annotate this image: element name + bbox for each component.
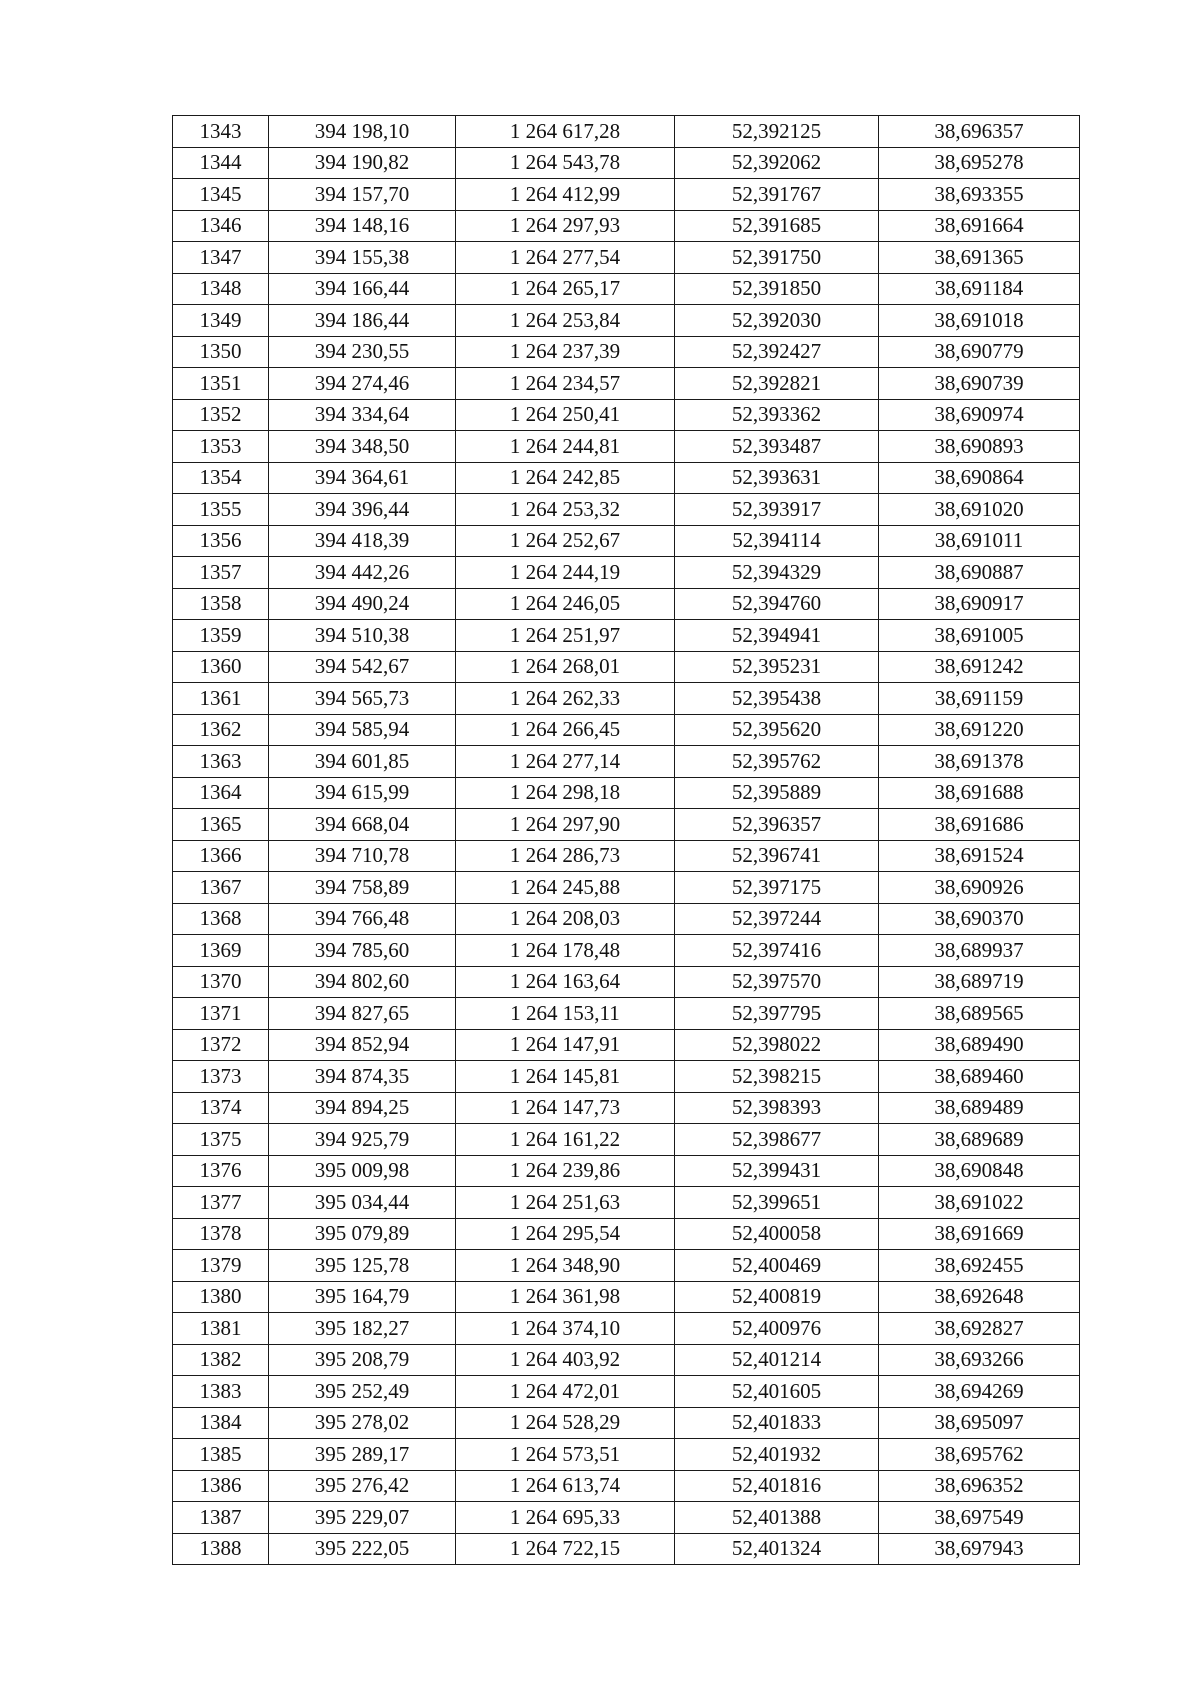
table-row: [173, 1155, 1080, 1187]
table-row: [173, 1313, 1080, 1345]
x-coordinate-cell: 394 542,67: [269, 651, 456, 683]
point-number-cell: 1353: [173, 431, 269, 463]
longitude-cell: 38,691220: [879, 714, 1080, 746]
latitude-cell: 52,399431: [675, 1155, 879, 1187]
point-number-cell: 1361: [173, 683, 269, 715]
table-row: [173, 966, 1080, 998]
longitude-cell: 38,690848: [879, 1155, 1080, 1187]
point-number-cell: 1385: [173, 1439, 269, 1471]
y-coordinate-cell: 1 264 161,22: [456, 1124, 675, 1156]
longitude-cell: 38,689937: [879, 935, 1080, 967]
longitude-cell: 38,691242: [879, 651, 1080, 683]
x-coordinate-cell: 394 230,55: [269, 336, 456, 368]
y-coordinate-cell: 1 264 528,29: [456, 1407, 675, 1439]
longitude-cell: 38,691022: [879, 1187, 1080, 1219]
longitude-cell: 38,692648: [879, 1281, 1080, 1313]
y-coordinate-cell: 1 264 374,10: [456, 1313, 675, 1345]
longitude-cell: 38,689460: [879, 1061, 1080, 1093]
latitude-cell: 52,391750: [675, 242, 879, 274]
y-coordinate-cell: 1 264 286,73: [456, 840, 675, 872]
longitude-cell: 38,691018: [879, 305, 1080, 337]
y-coordinate-cell: 1 264 277,54: [456, 242, 675, 274]
table-row: [173, 588, 1080, 620]
x-coordinate-cell: 394 198,10: [269, 116, 456, 148]
latitude-cell: 52,398393: [675, 1092, 879, 1124]
y-coordinate-cell: 1 264 695,33: [456, 1502, 675, 1534]
table-row: [173, 179, 1080, 211]
x-coordinate-cell: 395 222,05: [269, 1533, 456, 1565]
point-number-cell: 1352: [173, 399, 269, 431]
y-coordinate-cell: 1 264 573,51: [456, 1439, 675, 1471]
table-row: [173, 494, 1080, 526]
longitude-cell: 38,691159: [879, 683, 1080, 715]
longitude-cell: 38,696357: [879, 116, 1080, 148]
latitude-cell: 52,398215: [675, 1061, 879, 1093]
table-row: [173, 210, 1080, 242]
point-number-cell: 1358: [173, 588, 269, 620]
point-number-cell: 1382: [173, 1344, 269, 1376]
point-number-cell: 1376: [173, 1155, 269, 1187]
table-row: [173, 242, 1080, 274]
point-number-cell: 1380: [173, 1281, 269, 1313]
y-coordinate-cell: 1 264 412,99: [456, 179, 675, 211]
x-coordinate-cell: 394 190,82: [269, 147, 456, 179]
table-row: [173, 1187, 1080, 1219]
point-number-cell: 1354: [173, 462, 269, 494]
longitude-cell: 38,691688: [879, 777, 1080, 809]
longitude-cell: 38,695278: [879, 147, 1080, 179]
latitude-cell: 52,392427: [675, 336, 879, 368]
y-coordinate-cell: 1 264 178,48: [456, 935, 675, 967]
latitude-cell: 52,398677: [675, 1124, 879, 1156]
y-coordinate-cell: 1 264 268,01: [456, 651, 675, 683]
table-row: [173, 683, 1080, 715]
point-number-cell: 1379: [173, 1250, 269, 1282]
y-coordinate-cell: 1 264 234,57: [456, 368, 675, 400]
x-coordinate-cell: 395 009,98: [269, 1155, 456, 1187]
longitude-cell: 38,690739: [879, 368, 1080, 400]
table-row: [173, 525, 1080, 557]
longitude-cell: 38,690370: [879, 903, 1080, 935]
x-coordinate-cell: 394 186,44: [269, 305, 456, 337]
table-row: [173, 1281, 1080, 1313]
table-row: [173, 1344, 1080, 1376]
longitude-cell: 38,689565: [879, 998, 1080, 1030]
latitude-cell: 52,401214: [675, 1344, 879, 1376]
longitude-cell: 38,691669: [879, 1218, 1080, 1250]
y-coordinate-cell: 1 264 250,41: [456, 399, 675, 431]
table-row: [173, 273, 1080, 305]
longitude-cell: 38,694269: [879, 1376, 1080, 1408]
latitude-cell: 52,397244: [675, 903, 879, 935]
y-coordinate-cell: 1 264 262,33: [456, 683, 675, 715]
table-row: [173, 116, 1080, 148]
x-coordinate-cell: 394 418,39: [269, 525, 456, 557]
table-row: [173, 903, 1080, 935]
y-coordinate-cell: 1 264 472,01: [456, 1376, 675, 1408]
latitude-cell: 52,398022: [675, 1029, 879, 1061]
point-number-cell: 1366: [173, 840, 269, 872]
y-coordinate-cell: 1 264 265,17: [456, 273, 675, 305]
point-number-cell: 1370: [173, 966, 269, 998]
x-coordinate-cell: 394 148,16: [269, 210, 456, 242]
point-number-cell: 1371: [173, 998, 269, 1030]
latitude-cell: 52,401388: [675, 1502, 879, 1534]
longitude-cell: 38,691686: [879, 809, 1080, 841]
y-coordinate-cell: 1 264 245,88: [456, 872, 675, 904]
point-number-cell: 1372: [173, 1029, 269, 1061]
point-number-cell: 1357: [173, 557, 269, 589]
table-row: [173, 1376, 1080, 1408]
latitude-cell: 52,396741: [675, 840, 879, 872]
y-coordinate-cell: 1 264 348,90: [456, 1250, 675, 1282]
y-coordinate-cell: 1 264 239,86: [456, 1155, 675, 1187]
x-coordinate-cell: 394 585,94: [269, 714, 456, 746]
longitude-cell: 38,696352: [879, 1470, 1080, 1502]
table-row: [173, 777, 1080, 809]
longitude-cell: 38,690887: [879, 557, 1080, 589]
y-coordinate-cell: 1 264 617,28: [456, 116, 675, 148]
point-number-cell: 1348: [173, 273, 269, 305]
longitude-cell: 38,695762: [879, 1439, 1080, 1471]
longitude-cell: 38,690779: [879, 336, 1080, 368]
x-coordinate-cell: 394 442,26: [269, 557, 456, 589]
longitude-cell: 38,691184: [879, 273, 1080, 305]
table-row: [173, 305, 1080, 337]
y-coordinate-cell: 1 264 266,45: [456, 714, 675, 746]
y-coordinate-cell: 1 264 208,03: [456, 903, 675, 935]
table-row: [173, 1502, 1080, 1534]
latitude-cell: 52,401324: [675, 1533, 879, 1565]
longitude-cell: 38,697943: [879, 1533, 1080, 1565]
table-row: [173, 840, 1080, 872]
point-number-cell: 1362: [173, 714, 269, 746]
x-coordinate-cell: 394 396,44: [269, 494, 456, 526]
table-row: [173, 368, 1080, 400]
y-coordinate-cell: 1 264 244,81: [456, 431, 675, 463]
x-coordinate-cell: 394 490,24: [269, 588, 456, 620]
x-coordinate-cell: 394 601,85: [269, 746, 456, 778]
x-coordinate-cell: 394 348,50: [269, 431, 456, 463]
point-number-cell: 1344: [173, 147, 269, 179]
latitude-cell: 52,397175: [675, 872, 879, 904]
longitude-cell: 38,690864: [879, 462, 1080, 494]
point-number-cell: 1378: [173, 1218, 269, 1250]
table-row: [173, 746, 1080, 778]
y-coordinate-cell: 1 264 147,91: [456, 1029, 675, 1061]
x-coordinate-cell: 394 925,79: [269, 1124, 456, 1156]
latitude-cell: 52,395620: [675, 714, 879, 746]
latitude-cell: 52,393487: [675, 431, 879, 463]
point-number-cell: 1350: [173, 336, 269, 368]
table-row: [173, 1407, 1080, 1439]
latitude-cell: 52,392821: [675, 368, 879, 400]
point-number-cell: 1355: [173, 494, 269, 526]
latitude-cell: 52,401605: [675, 1376, 879, 1408]
point-number-cell: 1383: [173, 1376, 269, 1408]
table-row: [173, 1470, 1080, 1502]
longitude-cell: 38,692455: [879, 1250, 1080, 1282]
longitude-cell: 38,693355: [879, 179, 1080, 211]
x-coordinate-cell: 394 565,73: [269, 683, 456, 715]
latitude-cell: 52,395438: [675, 683, 879, 715]
latitude-cell: 52,391767: [675, 179, 879, 211]
x-coordinate-cell: 394 668,04: [269, 809, 456, 841]
table-row: [173, 998, 1080, 1030]
y-coordinate-cell: 1 264 246,05: [456, 588, 675, 620]
table-row: [173, 1124, 1080, 1156]
y-coordinate-cell: 1 264 244,19: [456, 557, 675, 589]
longitude-cell: 38,697549: [879, 1502, 1080, 1534]
latitude-cell: 52,401816: [675, 1470, 879, 1502]
table-row: [173, 557, 1080, 589]
table-row: [173, 651, 1080, 683]
table-row: [173, 809, 1080, 841]
y-coordinate-cell: 1 264 163,64: [456, 966, 675, 998]
x-coordinate-cell: 394 274,46: [269, 368, 456, 400]
latitude-cell: 52,397570: [675, 966, 879, 998]
longitude-cell: 38,689689: [879, 1124, 1080, 1156]
table-row: [173, 620, 1080, 652]
y-coordinate-cell: 1 264 147,73: [456, 1092, 675, 1124]
latitude-cell: 52,399651: [675, 1187, 879, 1219]
y-coordinate-cell: 1 264 298,18: [456, 777, 675, 809]
point-number-cell: 1387: [173, 1502, 269, 1534]
x-coordinate-cell: 395 125,78: [269, 1250, 456, 1282]
y-coordinate-cell: 1 264 277,14: [456, 746, 675, 778]
x-coordinate-cell: 394 874,35: [269, 1061, 456, 1093]
x-coordinate-cell: 394 758,89: [269, 872, 456, 904]
x-coordinate-cell: 395 278,02: [269, 1407, 456, 1439]
point-number-cell: 1373: [173, 1061, 269, 1093]
y-coordinate-cell: 1 264 253,84: [456, 305, 675, 337]
latitude-cell: 52,394941: [675, 620, 879, 652]
x-coordinate-cell: 395 276,42: [269, 1470, 456, 1502]
point-number-cell: 1365: [173, 809, 269, 841]
x-coordinate-cell: 394 157,70: [269, 179, 456, 211]
table-row: [173, 1029, 1080, 1061]
latitude-cell: 52,400976: [675, 1313, 879, 1345]
point-number-cell: 1363: [173, 746, 269, 778]
y-coordinate-cell: 1 264 242,85: [456, 462, 675, 494]
x-coordinate-cell: 394 510,38: [269, 620, 456, 652]
point-number-cell: 1360: [173, 651, 269, 683]
x-coordinate-cell: 394 852,94: [269, 1029, 456, 1061]
point-number-cell: 1347: [173, 242, 269, 274]
longitude-cell: 38,695097: [879, 1407, 1080, 1439]
point-number-cell: 1386: [173, 1470, 269, 1502]
table-row: [173, 462, 1080, 494]
y-coordinate-cell: 1 264 251,97: [456, 620, 675, 652]
point-number-cell: 1368: [173, 903, 269, 935]
table-row: [173, 935, 1080, 967]
longitude-cell: 38,691664: [879, 210, 1080, 242]
latitude-cell: 52,391850: [675, 273, 879, 305]
y-coordinate-cell: 1 264 253,32: [456, 494, 675, 526]
latitude-cell: 52,401833: [675, 1407, 879, 1439]
point-number-cell: 1375: [173, 1124, 269, 1156]
latitude-cell: 52,394760: [675, 588, 879, 620]
table-row: [173, 1092, 1080, 1124]
longitude-cell: 38,691524: [879, 840, 1080, 872]
latitude-cell: 52,397795: [675, 998, 879, 1030]
longitude-cell: 38,693266: [879, 1344, 1080, 1376]
longitude-cell: 38,692827: [879, 1313, 1080, 1345]
point-number-cell: 1388: [173, 1533, 269, 1565]
latitude-cell: 52,395889: [675, 777, 879, 809]
longitude-cell: 38,691020: [879, 494, 1080, 526]
coordinates-table: [172, 115, 1080, 1565]
y-coordinate-cell: 1 264 361,98: [456, 1281, 675, 1313]
table-row: [173, 714, 1080, 746]
x-coordinate-cell: 394 166,44: [269, 273, 456, 305]
x-coordinate-cell: 395 164,79: [269, 1281, 456, 1313]
x-coordinate-cell: 395 079,89: [269, 1218, 456, 1250]
y-coordinate-cell: 1 264 543,78: [456, 147, 675, 179]
table-row: [173, 1218, 1080, 1250]
point-number-cell: 1377: [173, 1187, 269, 1219]
latitude-cell: 52,394114: [675, 525, 879, 557]
point-number-cell: 1343: [173, 116, 269, 148]
longitude-cell: 38,689489: [879, 1092, 1080, 1124]
latitude-cell: 52,400469: [675, 1250, 879, 1282]
table-row: [173, 1061, 1080, 1093]
longitude-cell: 38,690917: [879, 588, 1080, 620]
point-number-cell: 1349: [173, 305, 269, 337]
longitude-cell: 38,691365: [879, 242, 1080, 274]
x-coordinate-cell: 394 334,64: [269, 399, 456, 431]
x-coordinate-cell: 394 710,78: [269, 840, 456, 872]
x-coordinate-cell: 394 827,65: [269, 998, 456, 1030]
longitude-cell: 38,689719: [879, 966, 1080, 998]
longitude-cell: 38,691011: [879, 525, 1080, 557]
longitude-cell: 38,691005: [879, 620, 1080, 652]
x-coordinate-cell: 395 208,79: [269, 1344, 456, 1376]
x-coordinate-cell: 395 229,07: [269, 1502, 456, 1534]
point-number-cell: 1359: [173, 620, 269, 652]
latitude-cell: 52,393917: [675, 494, 879, 526]
latitude-cell: 52,394329: [675, 557, 879, 589]
y-coordinate-cell: 1 264 403,92: [456, 1344, 675, 1376]
latitude-cell: 52,392030: [675, 305, 879, 337]
y-coordinate-cell: 1 264 297,90: [456, 809, 675, 841]
x-coordinate-cell: 394 802,60: [269, 966, 456, 998]
point-number-cell: 1381: [173, 1313, 269, 1345]
table-row: [173, 1533, 1080, 1565]
latitude-cell: 52,401932: [675, 1439, 879, 1471]
x-coordinate-cell: 395 034,44: [269, 1187, 456, 1219]
y-coordinate-cell: 1 264 237,39: [456, 336, 675, 368]
y-coordinate-cell: 1 264 251,63: [456, 1187, 675, 1219]
latitude-cell: 52,395762: [675, 746, 879, 778]
point-number-cell: 1367: [173, 872, 269, 904]
point-number-cell: 1364: [173, 777, 269, 809]
point-number-cell: 1351: [173, 368, 269, 400]
table-row: [173, 336, 1080, 368]
latitude-cell: 52,392062: [675, 147, 879, 179]
y-coordinate-cell: 1 264 153,11: [456, 998, 675, 1030]
longitude-cell: 38,690926: [879, 872, 1080, 904]
y-coordinate-cell: 1 264 613,74: [456, 1470, 675, 1502]
point-number-cell: 1346: [173, 210, 269, 242]
y-coordinate-cell: 1 264 295,54: [456, 1218, 675, 1250]
point-number-cell: 1356: [173, 525, 269, 557]
y-coordinate-cell: 1 264 252,67: [456, 525, 675, 557]
x-coordinate-cell: 394 785,60: [269, 935, 456, 967]
latitude-cell: 52,400819: [675, 1281, 879, 1313]
latitude-cell: 52,393362: [675, 399, 879, 431]
longitude-cell: 38,689490: [879, 1029, 1080, 1061]
table-row: [173, 1439, 1080, 1471]
latitude-cell: 52,400058: [675, 1218, 879, 1250]
table-row: [173, 431, 1080, 463]
point-number-cell: 1345: [173, 179, 269, 211]
table-row: [173, 872, 1080, 904]
table-row: [173, 1250, 1080, 1282]
point-number-cell: 1384: [173, 1407, 269, 1439]
point-number-cell: 1374: [173, 1092, 269, 1124]
point-number-cell: 1369: [173, 935, 269, 967]
x-coordinate-cell: 394 766,48: [269, 903, 456, 935]
table-row: [173, 147, 1080, 179]
latitude-cell: 52,397416: [675, 935, 879, 967]
x-coordinate-cell: 395 252,49: [269, 1376, 456, 1408]
longitude-cell: 38,690974: [879, 399, 1080, 431]
latitude-cell: 52,393631: [675, 462, 879, 494]
x-coordinate-cell: 394 364,61: [269, 462, 456, 494]
latitude-cell: 52,391685: [675, 210, 879, 242]
latitude-cell: 52,396357: [675, 809, 879, 841]
latitude-cell: 52,395231: [675, 651, 879, 683]
y-coordinate-cell: 1 264 722,15: [456, 1533, 675, 1565]
x-coordinate-cell: 394 894,25: [269, 1092, 456, 1124]
longitude-cell: 38,690893: [879, 431, 1080, 463]
y-coordinate-cell: 1 264 297,93: [456, 210, 675, 242]
coordinates-table-body: [173, 116, 1080, 1565]
latitude-cell: 52,392125: [675, 116, 879, 148]
longitude-cell: 38,691378: [879, 746, 1080, 778]
x-coordinate-cell: 394 155,38: [269, 242, 456, 274]
x-coordinate-cell: 395 289,17: [269, 1439, 456, 1471]
y-coordinate-cell: 1 264 145,81: [456, 1061, 675, 1093]
table-row: [173, 399, 1080, 431]
x-coordinate-cell: 394 615,99: [269, 777, 456, 809]
x-coordinate-cell: 395 182,27: [269, 1313, 456, 1345]
